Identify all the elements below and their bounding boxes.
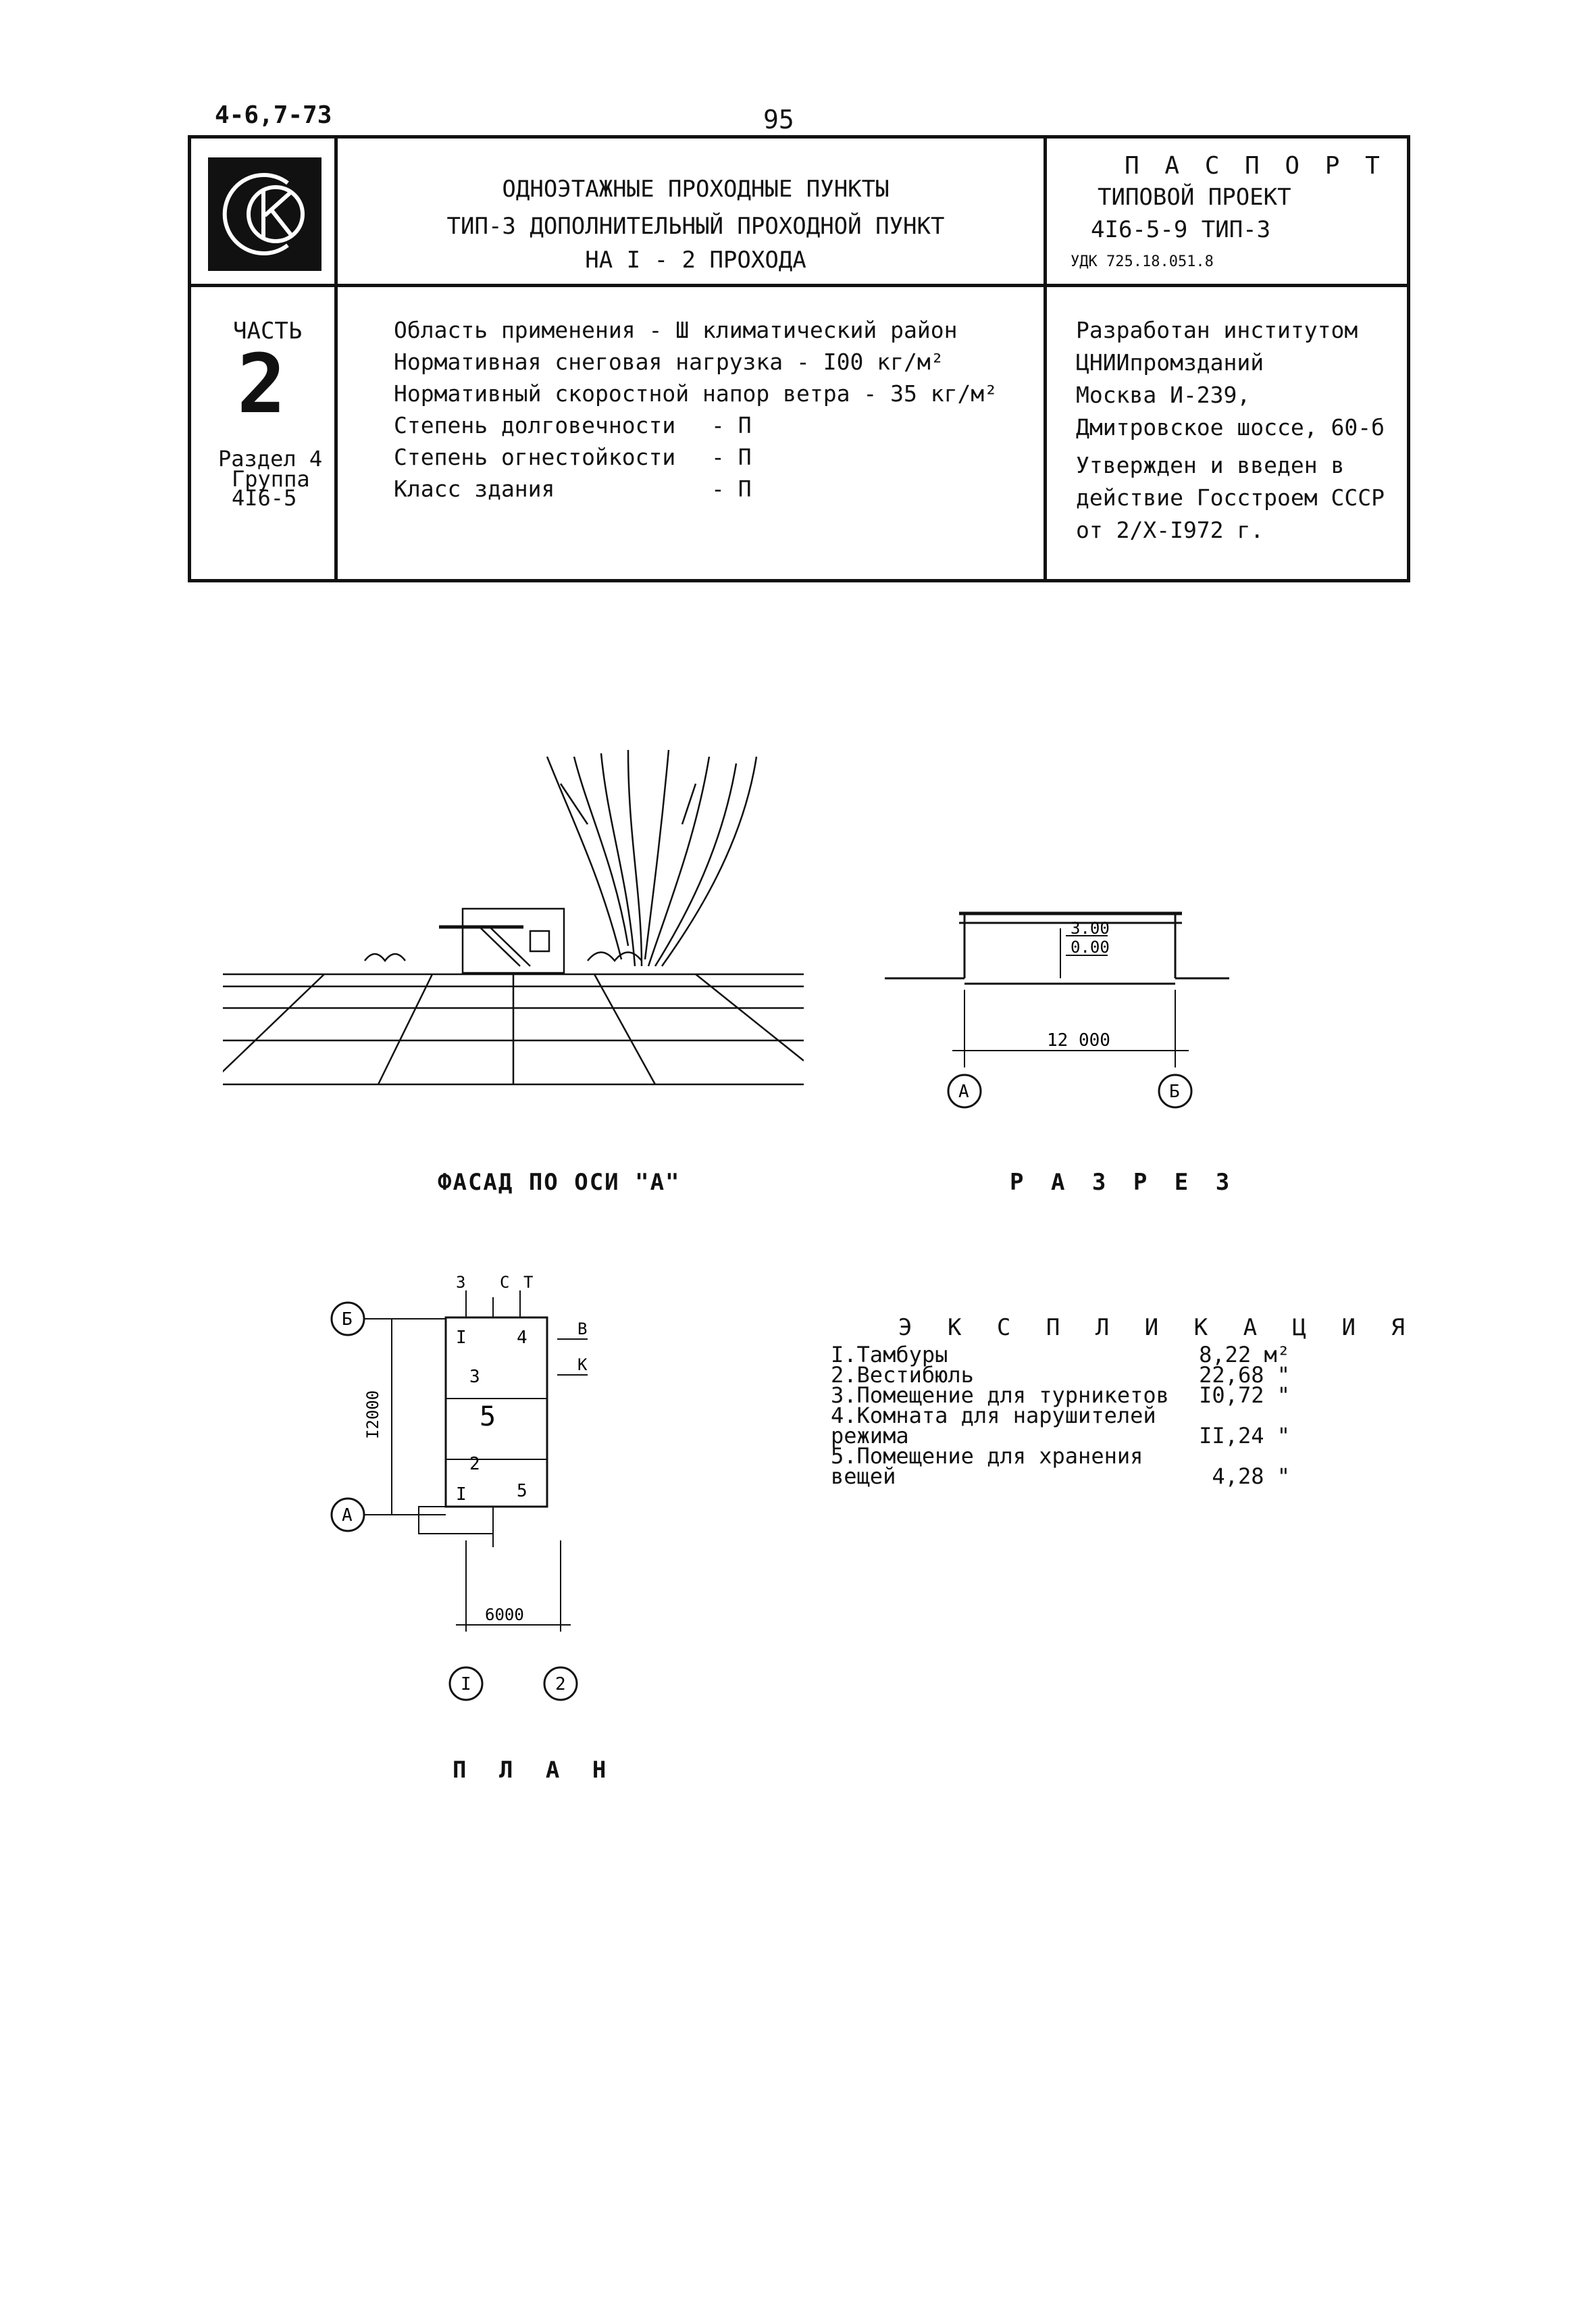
characteristic-row: Степень долговечности - П (394, 412, 752, 438)
group-label: Группа (232, 466, 310, 492)
page-number: 95 (763, 105, 794, 134)
developer-line: Разработан институтом (1076, 317, 1358, 343)
section-span-label: 12 000 (1047, 1030, 1110, 1051)
plan-mark-s: С (500, 1273, 510, 1292)
group-code: 4I6-5 (232, 485, 297, 511)
level-zero-label: 0.00 (1071, 938, 1110, 957)
facade-drawing (223, 743, 804, 1095)
plan-width-label: 6000 (485, 1605, 524, 1624)
plan-room-label: 2 (469, 1454, 480, 1474)
facade-caption: ФАСАД ПО ОСИ "А" (438, 1169, 681, 1196)
approval-line: Утвержден и введен в (1076, 452, 1345, 478)
udk-code: УДК 725.18.051.8 (1071, 253, 1214, 270)
characteristics-list (394, 314, 998, 505)
developer-block (1076, 314, 1385, 547)
sk-logo (208, 157, 321, 271)
document-code: 4-6,7-73 (215, 101, 332, 129)
explication-row: режима II,24 " (831, 1423, 1290, 1449)
plan-caption: П Л А Н (453, 1757, 616, 1784)
developer-line: ЦНИИпромзданий (1076, 349, 1264, 376)
project-type: ТИПОВОЙ ПРОЕКТ (1098, 184, 1291, 211)
developer-line: Москва И-239, (1076, 382, 1251, 408)
plan-room-label: 4 (517, 1328, 527, 1348)
plan-axis-top: Б (342, 1309, 353, 1330)
plan-room-label: 5 (480, 1401, 496, 1432)
part-number: 2 (237, 338, 286, 432)
passport-heading: П А С П О Р Т (1125, 152, 1385, 180)
plan-mark-k: К (577, 1355, 588, 1374)
passport-frame (188, 135, 1410, 582)
part-block (191, 284, 334, 581)
title-line-3: НА I - 2 ПРОХОДА (585, 247, 806, 274)
axis-a-label: А (958, 1082, 969, 1102)
plan-axis-bottom: А (342, 1505, 353, 1526)
section-drawing (885, 899, 1236, 1115)
project-title (341, 139, 1050, 284)
explication-title: Э К С П Л И К А Ц И Я (898, 1314, 1416, 1341)
characteristic-row: Нормативный скоростной напор ветра - 35 кг/м² (394, 380, 998, 407)
sk-logo-icon (208, 157, 321, 271)
characteristic-row: Область применения - Ш климатический район (394, 317, 958, 343)
frame-divider-left (334, 139, 338, 579)
plan-room-label: 5 (517, 1481, 527, 1501)
explication-row: I.Тамбуры 8,22 м² (831, 1342, 1290, 1367)
explication-row: 2.Вестибюль 22,68 " (831, 1362, 1290, 1388)
explication-row: 4.Комната для нарушителей (831, 1403, 1156, 1428)
plan-room-label: I (456, 1328, 467, 1348)
section-caption: Р А З Р Е З (1010, 1169, 1237, 1196)
plan-mark-v: В (577, 1319, 588, 1338)
project-code: 4I6-5-9 ТИП-3 (1091, 216, 1271, 243)
characteristic-row: Степень огнестойкости - П (394, 444, 752, 470)
title-line-1: ОДНОЭТАЖНЫЕ ПРОХОДНЫЕ ПУНКТЫ (502, 176, 890, 203)
plan-room-label: 3 (469, 1367, 480, 1387)
plan-mark-t: Т (523, 1273, 534, 1292)
plan-axis-2: 2 (555, 1674, 566, 1694)
characteristic-row: Нормативная снеговая нагрузка - I00 кг/м² (394, 349, 944, 375)
explication-row: 5.Помещение для хранения (831, 1443, 1143, 1469)
part-label: ЧАСТЬ (233, 318, 303, 345)
explication-row: 3.Помещение для турникетов I0,72 " (831, 1382, 1290, 1408)
approval-line: действие Госстроем СССР (1076, 484, 1385, 511)
plan-room-label: I (456, 1484, 467, 1505)
section-label: Раздел 4 (218, 446, 323, 472)
characteristic-row: Класс здания - П (394, 476, 752, 502)
plan-drawing (317, 1263, 628, 1723)
frame-divider-horizontal (191, 284, 1407, 287)
axis-b-label: Б (1169, 1082, 1180, 1102)
explication-row: вещей 4,28 " (831, 1463, 1290, 1489)
plan-axis-1: I (461, 1674, 471, 1694)
plan-length-label: I2000 (363, 1390, 382, 1439)
developer-line: Дмитровское шоссе, 60-б (1076, 414, 1385, 441)
plan-mark-z: З (456, 1273, 466, 1292)
title-line-2: ТИП-3 ДОПОЛНИТЕЛЬНЫЙ ПРОХОДНОЙ ПУНКТ (446, 213, 945, 240)
explication-table (831, 1342, 1290, 1489)
passport-heading-block (1057, 139, 1408, 284)
approval-line: от 2/Х-I972 г. (1076, 517, 1264, 543)
level-top-label: 3.00 (1071, 919, 1110, 938)
